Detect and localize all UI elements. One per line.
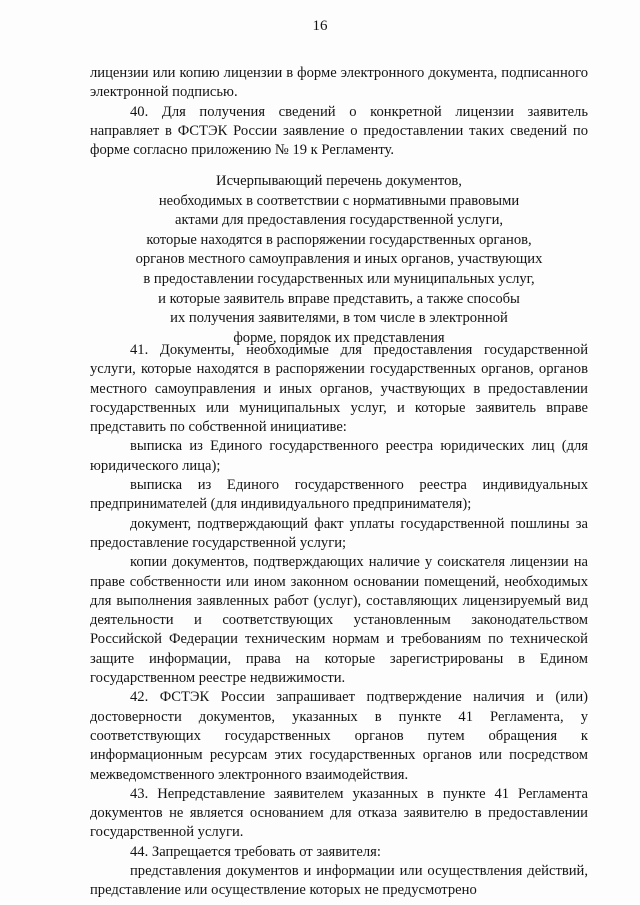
- list-item-fee-payment: документ, подтверждающий факт уплаты государственной пошлины за предоставление государственной услуги;: [90, 515, 588, 551]
- paragraph-40: 40. Для получения сведений о конкретной лицензии заявитель направляет в ФСТЭК России заявление о предоставлении таких сведений по форме согласно приложению № 19 к Регламенту.: [90, 103, 588, 159]
- paragraph-43: 43. Непредставление заявителем указанных в пункте 41 Регламента документов не является основанием для отказа заявителю в предоставлении государственной услуги.: [90, 785, 588, 841]
- heading-line: форме, порядок их представления: [233, 329, 445, 346]
- top-text-block: [90, 64, 588, 160]
- list-item-egrip: выписка из Единого государственного реестра индивидуальных предпринимателей (для индивидуального предпринимателя);: [90, 477, 588, 513]
- list-item-egrul: выписка из Единого государственного реестра юридических лиц (для юридического лица);: [90, 438, 588, 474]
- paragraph-continuation: лицензии или копию лицензии в форме электронного документа, подписанного электронной подписью.: [90, 65, 588, 101]
- heading-line: Исчерпывающий перечень документов,: [216, 173, 462, 189]
- heading-line: необходимых в соответствии с нормативными правовыми: [158, 192, 520, 209]
- paragraph-41: 41. Документы, необходимые для предоставления государственной услуги, которые находятся в распоряжении государственных органов, органов местного самоуправления и иных органов, участвующих в предоставлении государственных или муниципальных услуг, и которые заявитель вправе представить по собственной инициативе:: [90, 342, 588, 436]
- paragraph-42: 42. ФСТЭК России запрашивает подтверждение наличия и (или) достоверности документов, указанных в пункте 41 Регламента, у соответствующих государственных органов путем обращения к информационным ресурсам этих государственных органов или посредством межведомственного электронного взаимодействия.: [90, 689, 588, 783]
- list-item-premises-copies: копии документов, подтверждающих наличие у соискателя лицензии на праве собственности или ином законном основании помещений, необходимых для выполнения заявленных работ (услуг), составляющих лицензируемый вид деятельности и соответствующих установленным законодательством Российской Федерации техническим нормам и требованиям по технической защите информации, права на которые зарегистрированы в Едином государственном реестре недвижимости.: [90, 554, 588, 687]
- section-heading: [90, 172, 588, 348]
- heading-line: актами для предоставления государственной услуги,: [174, 212, 504, 229]
- main-text-block: [90, 341, 588, 901]
- heading-line: в предоставлении государственных или муниципальных услуг,: [143, 270, 535, 287]
- heading-line: органов местного самоуправления и иных органов, участвующих: [135, 251, 543, 268]
- page-number: 16: [312, 18, 328, 34]
- heading-line: их получения заявителями, в том числе в электронной: [170, 310, 508, 327]
- heading-line: и которые заявитель вправе представить, а также способы: [158, 290, 520, 307]
- paragraph-44: 44. Запрещается требовать от заявителя:: [130, 843, 381, 860]
- paragraph-44-continued: представления документов и информации или осуществления действий, представление или осуществление которых не предусмотрено: [90, 863, 588, 899]
- heading-line: которые находятся в распоряжении государственных органов,: [146, 231, 532, 248]
